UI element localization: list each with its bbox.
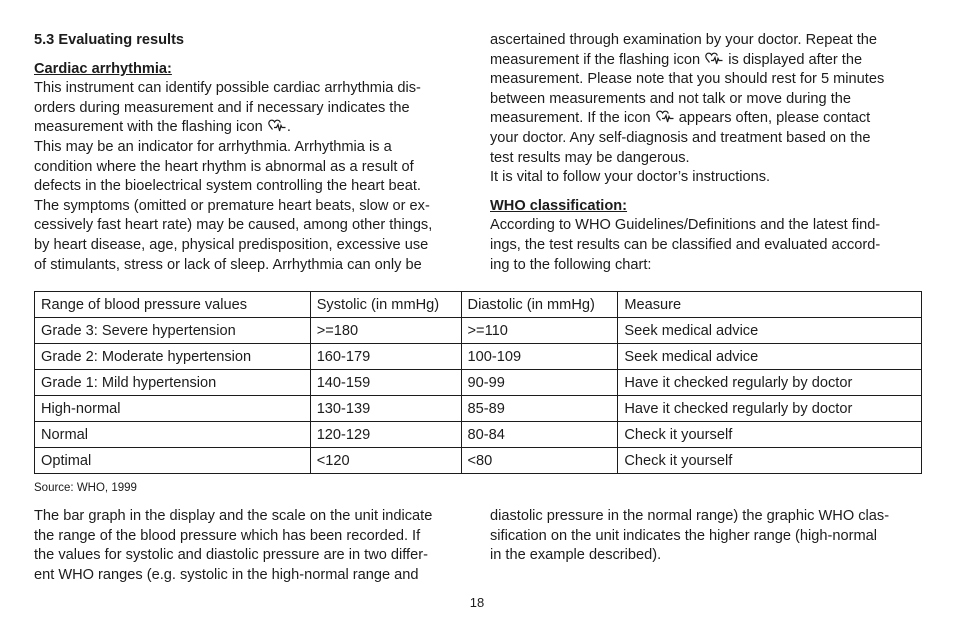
table-row (35, 344, 922, 370)
spacer (34, 51, 466, 60)
heart-arrhythmia-icon (656, 110, 674, 123)
bottom-right-paragraph: diastolic pressure in the normal range) the graphic WHO clas- sification on the unit indicates the higher range (high-normal in the example described). (490, 508, 890, 564)
cell-range: Grade 1: Mild hypertension (35, 370, 311, 396)
cell-measure: Have it checked regularly by doctor (618, 396, 922, 422)
cell-systolic: >=180 (310, 318, 461, 344)
left-column (34, 31, 466, 275)
cell-measure: Seek medical advice (618, 344, 922, 370)
table-row (35, 370, 922, 396)
cell-systolic: 140-159 (310, 370, 461, 396)
right-column (490, 31, 922, 275)
right-text-part2: is displayed after the measurement. Please note that you should rest for 5 minutes between measurements and not talk or move during the measurement. If the icon (490, 51, 885, 127)
table-row (35, 422, 922, 448)
cell-systolic: <120 (310, 448, 461, 474)
cell-diastolic: 100-109 (461, 344, 618, 370)
table-source: Source: WHO, 1999 (34, 482, 137, 494)
arrhythmia-intro-text: This instrument can identify possible cardiac arrhythmia dis- orders during measurement and if necessary indicates the measurement with the flashing icon (34, 80, 421, 136)
cell-measure: Have it checked regularly by doctor (618, 370, 922, 396)
cell-diastolic: 90-99 (461, 370, 618, 396)
cell-range: Optimal (35, 448, 311, 474)
arrhythmia-body-paragraph: This may be an indicator for arrhythmia. Arrhythmia is a condition where the heart rhythm is abnormal as a result of defects in the bioelectrical system controlling the heart beat. The symptoms (omitted or premature heart beats, slow or ex- cessively fast heart rate) may be caused, among other things, by heart disease, age, physical predisposition, excessive use of stimulants, stress or lack of sleep. Arrhythmia can only be (34, 138, 433, 273)
cell-measure: Seek medical advice (618, 318, 922, 344)
right-text-part1: ascertained through examination by your doctor. Repeat the measurement if the flashing icon (490, 32, 877, 68)
page-number: 18 (469, 595, 485, 610)
cell-diastolic: 85-89 (461, 396, 618, 422)
cell-range: High-normal (35, 396, 311, 422)
cell-diastolic: >=110 (461, 318, 618, 344)
heart-arrhythmia-icon (705, 52, 723, 65)
spacer (490, 188, 922, 197)
header-range: Range of blood pressure values (35, 292, 311, 318)
header-systolic: Systolic (in mmHg) (310, 292, 461, 318)
cell-diastolic: 80-84 (461, 422, 618, 448)
header-measure: Measure (618, 292, 922, 318)
cell-measure: Check it yourself (618, 448, 922, 474)
heart-arrhythmia-icon (268, 119, 286, 132)
cell-systolic: 130-139 (310, 396, 461, 422)
cell-range: Grade 3: Severe hypertension (35, 318, 311, 344)
who-paragraph: According to WHO Guidelines/Definitions and the latest find- ings, the test results can be classified and evaluated accord- ing to the following chart: (490, 217, 881, 273)
cell-range: Normal (35, 422, 311, 448)
arrhythmia-intro-paragraph (34, 79, 466, 138)
table-row (35, 318, 922, 344)
table-header-row (35, 292, 922, 318)
cell-diastolic: <80 (461, 448, 618, 474)
blood-pressure-table (34, 291, 922, 474)
right-text-part3: appears often, please contact your doctor. Any self-diagnosis and treatment based on the test results may be dangerous. It is vital to follow your doctor’s instructions. (490, 110, 871, 186)
cell-range: Grade 2: Moderate hypertension (35, 344, 311, 370)
header-diastolic: Diastolic (in mmHg) (461, 292, 618, 318)
section-heading: 5.3 Evaluating results (34, 32, 185, 48)
arrhythmia-heading: Cardiac arrhythmia: (34, 60, 172, 77)
right-paragraph (490, 31, 922, 188)
cell-systolic: 160-179 (310, 344, 461, 370)
table-row (35, 396, 922, 422)
cell-systolic: 120-129 (310, 422, 461, 448)
cell-measure: Check it yourself (618, 422, 922, 448)
table-row (35, 448, 922, 474)
who-heading: WHO classification: (490, 197, 628, 214)
bottom-left-paragraph: The bar graph in the display and the scale on the unit indicate the range of the blood pressure which has been recorded. If the values for systolic and diastolic pressure are in two differ- ent WHO ranges (e.g. systolic in the high-normal range and (34, 508, 433, 583)
arrhythmia-intro-end: . (286, 119, 291, 136)
